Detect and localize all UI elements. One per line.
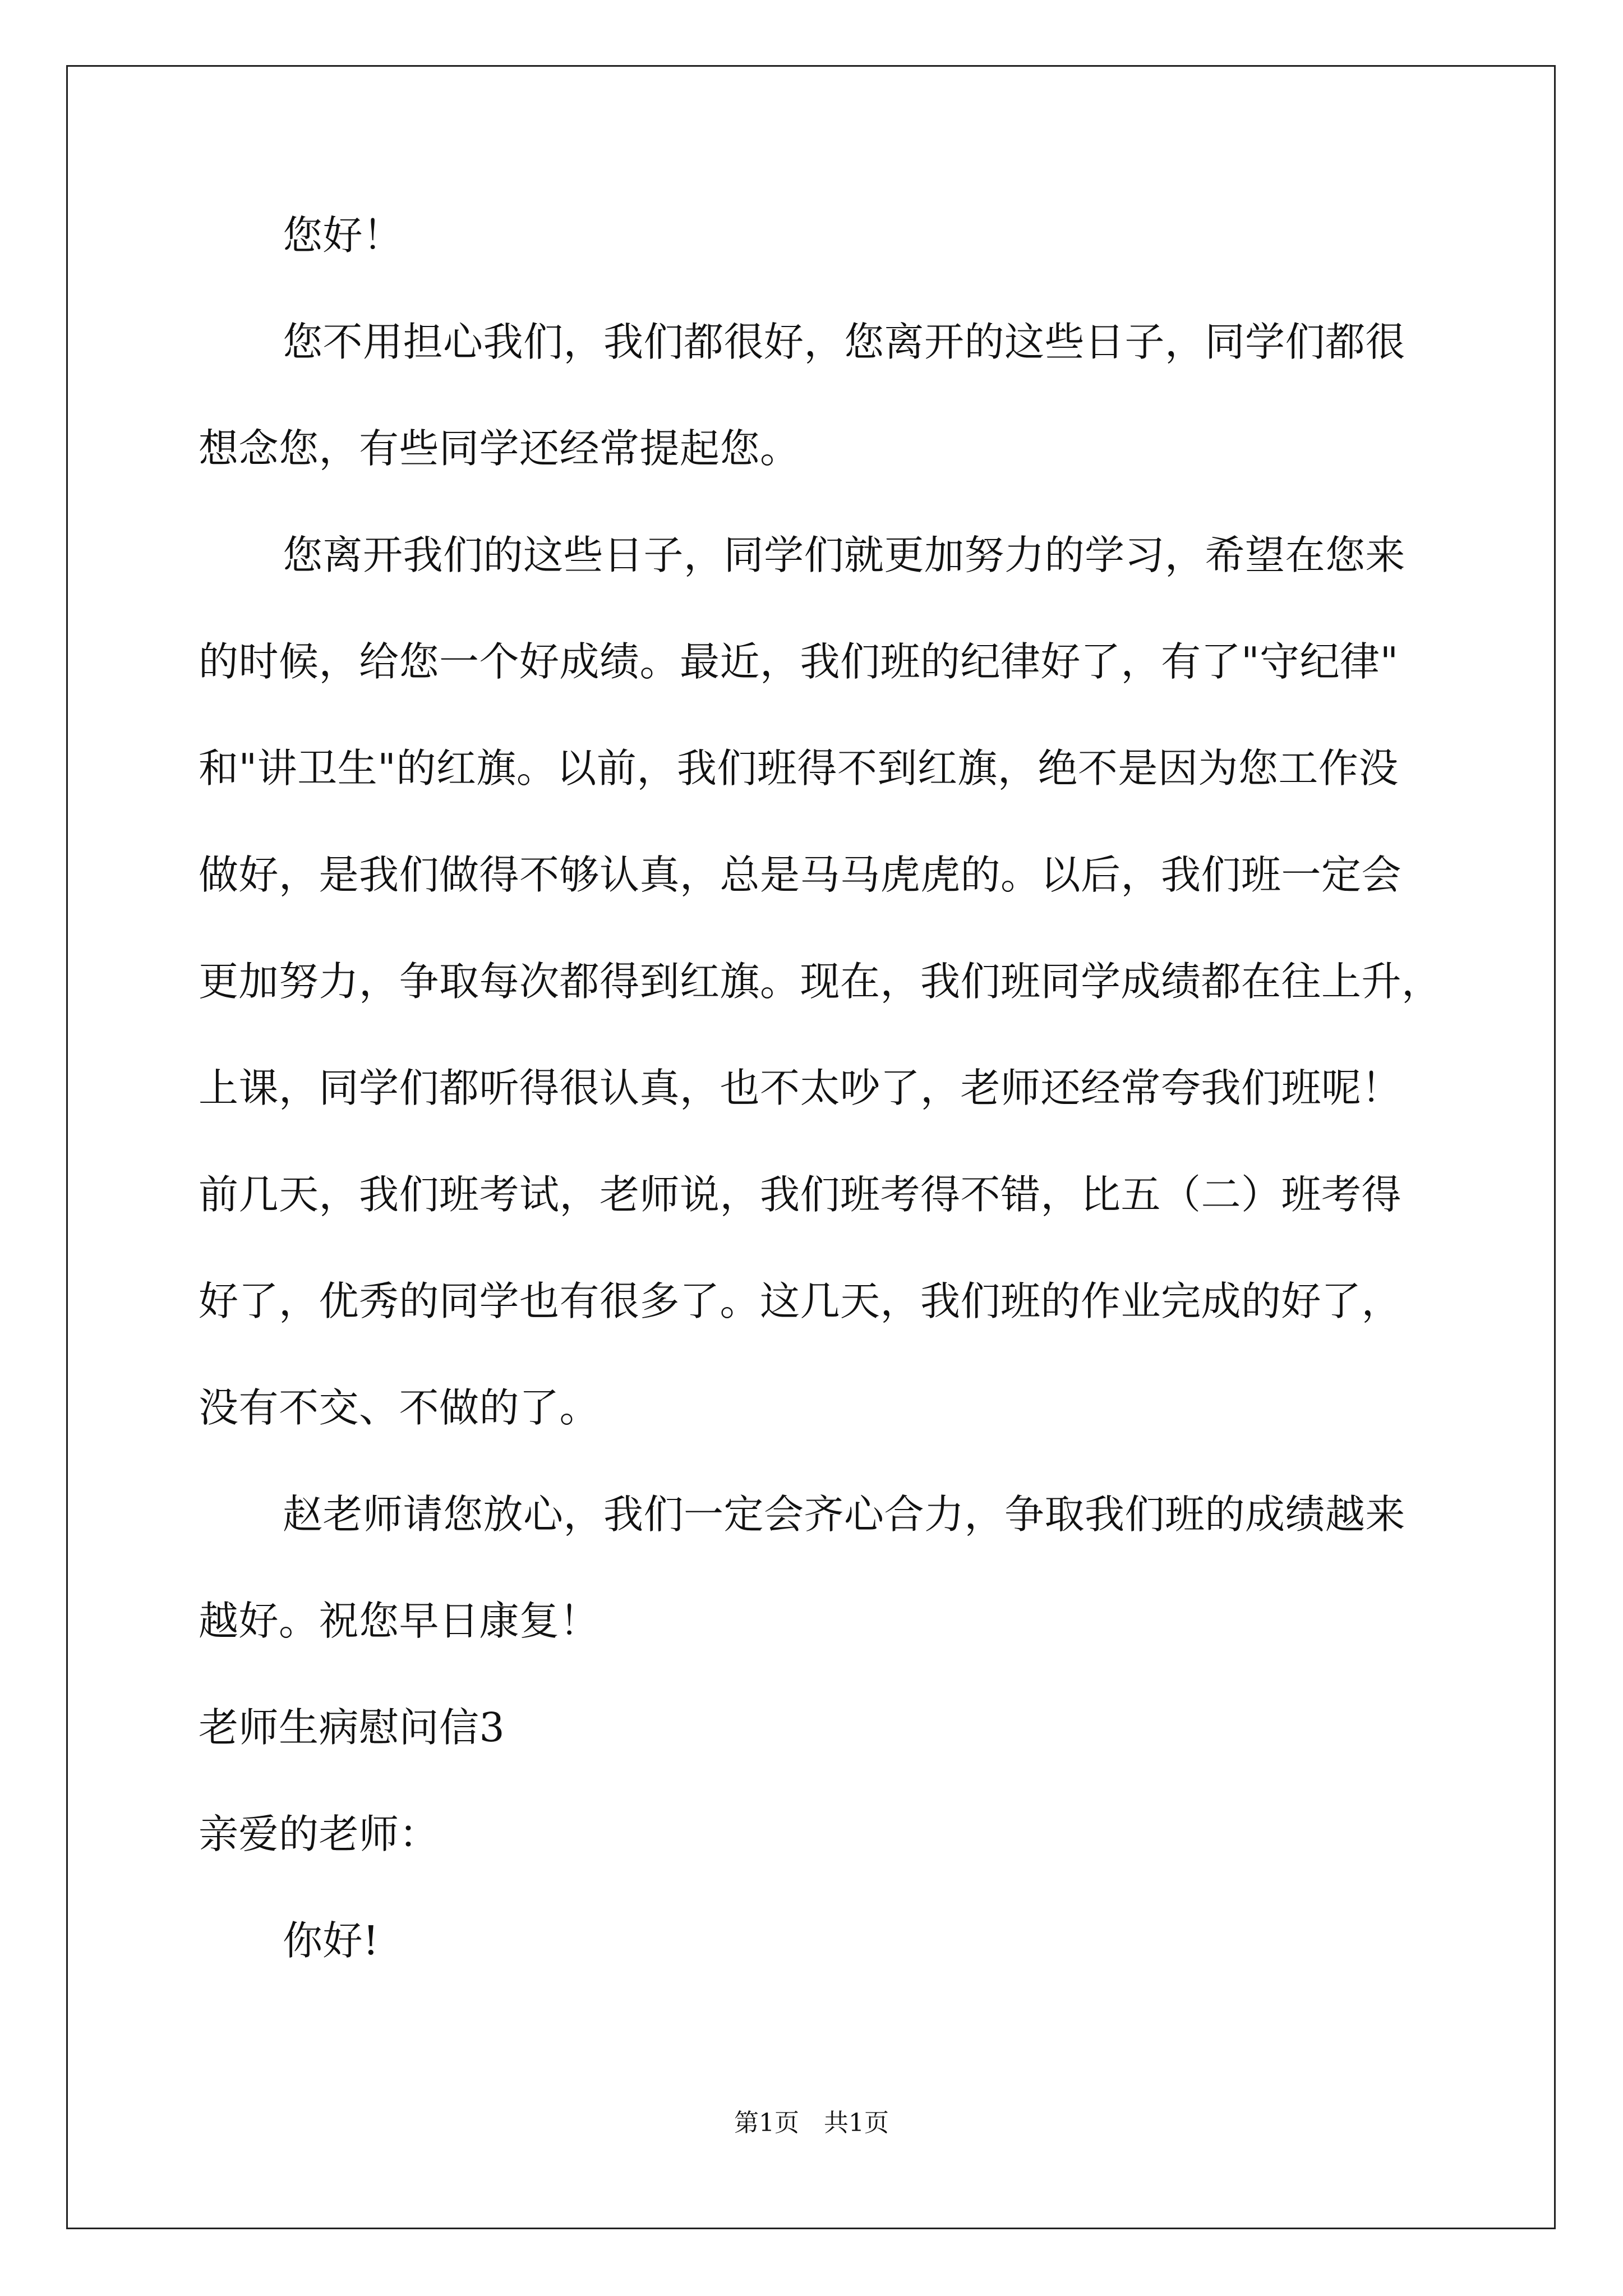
section-title: 老师生病慰问信3 [199, 1704, 505, 1751]
paragraph-line: 您离开我们的这些日子，同学们就更加努力的学习，希望在您来 [283, 532, 1406, 578]
paragraph-line: 越好。祝您早日康复！ [199, 1598, 600, 1644]
page-border [66, 65, 1556, 2229]
paragraph-line: 的时候，给您一个好成绩。最近，我们班的纪律好了，有了"守纪律" [199, 638, 1399, 685]
paragraph-line: 前几天，我们班考试，老师说，我们班考得不错，比五（二）班考得 [199, 1171, 1402, 1218]
paragraph-line: 赵老师请您放心，我们一定会齐心合力，争取我们班的成绩越来 [283, 1491, 1406, 1538]
paragraph-line: 想念您，有些同学还经常提起您。 [199, 425, 800, 472]
paragraph-line: 上课，同学们都听得很认真，也不太吵了，老师还经常夸我们班呢！ [199, 1065, 1402, 1111]
paragraph-line: 好了，优秀的同学也有很多了。这几天，我们班的作业完成的好了， [199, 1278, 1402, 1324]
paragraph-line: 更加努力，争取每次都得到红旗。现在，我们班同学成绩都在往上升， [199, 958, 1442, 1005]
paragraph-line: 和"讲卫生"的红旗。以前，我们班得不到红旗，绝不是因为您工作没 [199, 745, 1399, 792]
paragraph-line: 做好，是我们做得不够认真，总是马马虎虎的。以后，我们班一定会 [199, 852, 1402, 898]
paragraph-line: 没有不交、不做的了。 [199, 1384, 600, 1431]
salutation-line: 亲爱的老师： [199, 1811, 440, 1857]
greeting-line: 您好！ [283, 212, 403, 259]
greeting-line: 你好! [283, 1917, 380, 1964]
page-footer: 第1页 共1页 [734, 2109, 889, 2137]
paragraph-line: 您不用担心我们，我们都很好，您离开的这些日子，同学们都很 [283, 319, 1406, 365]
